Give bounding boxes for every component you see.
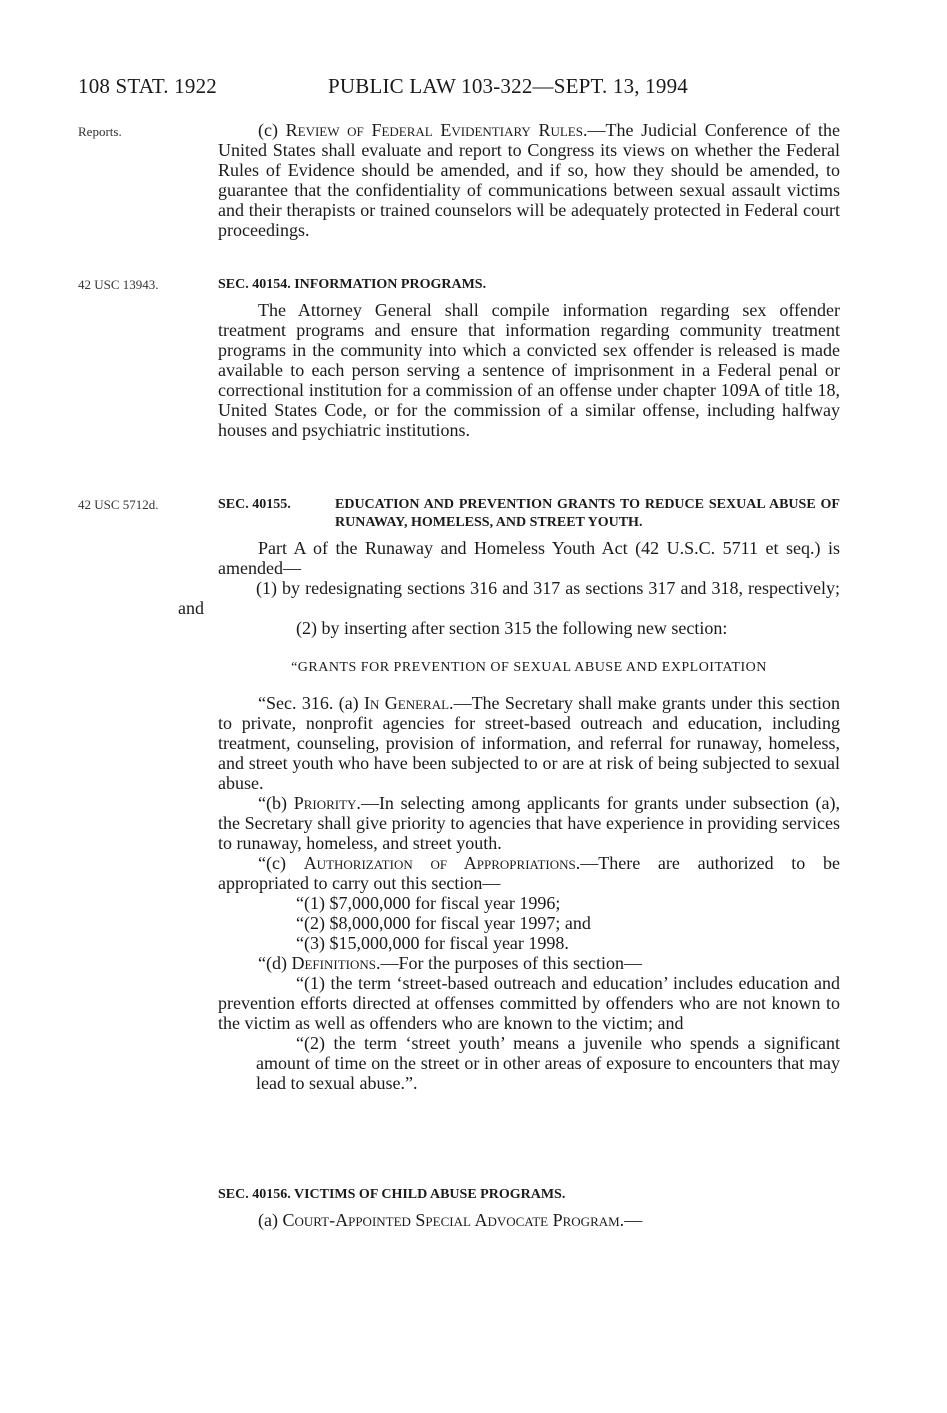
review-text: —The Judicial Conference of the United States shall evaluate and report to Congress its views on whether the Federal Rules of Evidence should be amended, and if so, how they should be amended, to guarantee that the confidentiality of communications between sexual assault victims and their therapists or trained counselors will be adequately protected in Federal court proceedings. bbox=[218, 120, 840, 240]
sec-316-c-text: —There are authorized to be appropriated to carry out this section— bbox=[218, 853, 840, 893]
side-note-usc-5712d: 42 USC 5712d. bbox=[78, 497, 159, 512]
sec-316-a bbox=[218, 693, 840, 793]
sec-316-d-text: —For the purposes of this section— bbox=[380, 953, 642, 973]
side-note-reports: Reports. bbox=[78, 124, 122, 139]
sec-316-c-3: “(3) $15,000,000 for fiscal year 1998. bbox=[296, 933, 569, 953]
sec-316-a-open: “Sec. 316. (a) bbox=[258, 693, 365, 713]
sec-40154-text: The Attorney General shall compile information regarding sex offender treatment programs and ensure that information regarding community treatment programs in the community into which a convicted sex offender is released is made available to each person serving a sentence of imprisonment in a Federal penal or correctional institution for a commission of an offense under chapter 109A of title 18, United States Code, or for the commission of a similar offense, including halfway houses and psychiatric institutions. bbox=[218, 300, 840, 440]
sec-40156 bbox=[218, 1186, 840, 1230]
sec-316-c-open: “(c) bbox=[258, 853, 304, 873]
sec-316-b-open: “(b) bbox=[258, 793, 294, 813]
sec-316-b bbox=[218, 793, 840, 853]
sec-316-d-open: “(d) bbox=[258, 953, 292, 973]
sec-316-a-text: —The Secretary shall make grants under this section to private, nonprofit agencies for street-based outreach and education, including treatment, counseling, provision of information, and referral for runaway, homeless, and street youth who have been subjected to or are at risk of being subjected to sexual abuse. bbox=[218, 693, 840, 793]
sec-316-b-text: —In selecting among applicants for grants under subsection (a), the Secretary shall give priority to agencies that have experience in providing services to runaway, homeless, and street youth. bbox=[218, 793, 840, 853]
sec-40156-a bbox=[218, 1210, 840, 1230]
sec-316-c-1: “(1) $7,000,000 for fiscal year 1996; bbox=[296, 893, 561, 913]
sec-40155-number: SEC. 40155. bbox=[218, 497, 291, 512]
sec-40156-a-open: (a) bbox=[258, 1210, 283, 1230]
sec-40155-item-1 bbox=[178, 578, 840, 618]
sec-40155 bbox=[178, 496, 840, 1093]
sec-40155-heading bbox=[218, 496, 840, 532]
sec-316-d bbox=[218, 953, 840, 973]
sec-316-d-2: “(2) the term ‘street youth’ means a juvenile who spends a significant amount of time on the street or in other areas of exposure to encounters that may lead to sexual abuse.”. bbox=[256, 1033, 840, 1093]
side-note-usc-13943: 42 USC 13943. bbox=[78, 277, 159, 292]
sec-316-a-label: In General. bbox=[364, 693, 454, 713]
sec-40156-a-text: — bbox=[624, 1210, 643, 1230]
sec-40155-intro: Part A of the Runaway and Homeless Youth Act (42 U.S.C. 5711 et seq.) is amended— bbox=[218, 538, 840, 578]
sec-316-c bbox=[218, 853, 840, 893]
sec-40154-heading: SEC. 40154. INFORMATION PROGRAMS. bbox=[218, 277, 487, 292]
sec-40155-item-1-text: (1) by redesignating sections 316 and 317 as sections 317 and 318, respectively; and bbox=[178, 578, 840, 618]
review-paragraph-block bbox=[218, 120, 840, 240]
sec-316-d-1: “(1) the term ‘street-based outreach and education’ includes education and prevention efforts directed at offenses committed by offenders who are not known to the victim as well as offenders who are known to the victim; and bbox=[218, 973, 840, 1033]
sec-316-b-label: Priority. bbox=[293, 793, 361, 813]
public-law-title: PUBLIC LAW 103-322—SEPT. 13, 1994 bbox=[328, 74, 688, 98]
review-paragraph bbox=[218, 120, 840, 240]
sec-40156-a-label: Court-Appointed Special Advocate Program. bbox=[282, 1210, 625, 1230]
stat-citation: 108 STAT. 1922 bbox=[78, 74, 217, 98]
sec-316-c-2: “(2) $8,000,000 for fiscal year 1997; and bbox=[296, 913, 591, 933]
sec-40155-title: EDUCATION AND PREVENTION GRANTS TO REDUCE SEXUAL ABUSE OF RUNAWAY, HOMELESS, AND STREET YOUTH. bbox=[335, 497, 840, 530]
review-label: Review of Federal Evidentiary Rules. bbox=[285, 120, 588, 140]
sec-40154 bbox=[218, 276, 840, 440]
sec-316-d-label: Definitions. bbox=[291, 953, 381, 973]
sec-40156-heading: SEC. 40156. VICTIMS OF CHILD ABUSE PROGRAMS. bbox=[218, 1187, 566, 1202]
sec-316-c-label: Authorization of Appropriations. bbox=[303, 853, 581, 873]
grants-subheading: “GRANTS FOR PREVENTION OF SEXUAL ABUSE AND EXPLOITATION bbox=[291, 660, 767, 675]
sec-40155-item-2: (2) by inserting after section 315 the following new section: bbox=[296, 618, 728, 638]
review-label-open: (c) bbox=[258, 120, 286, 140]
